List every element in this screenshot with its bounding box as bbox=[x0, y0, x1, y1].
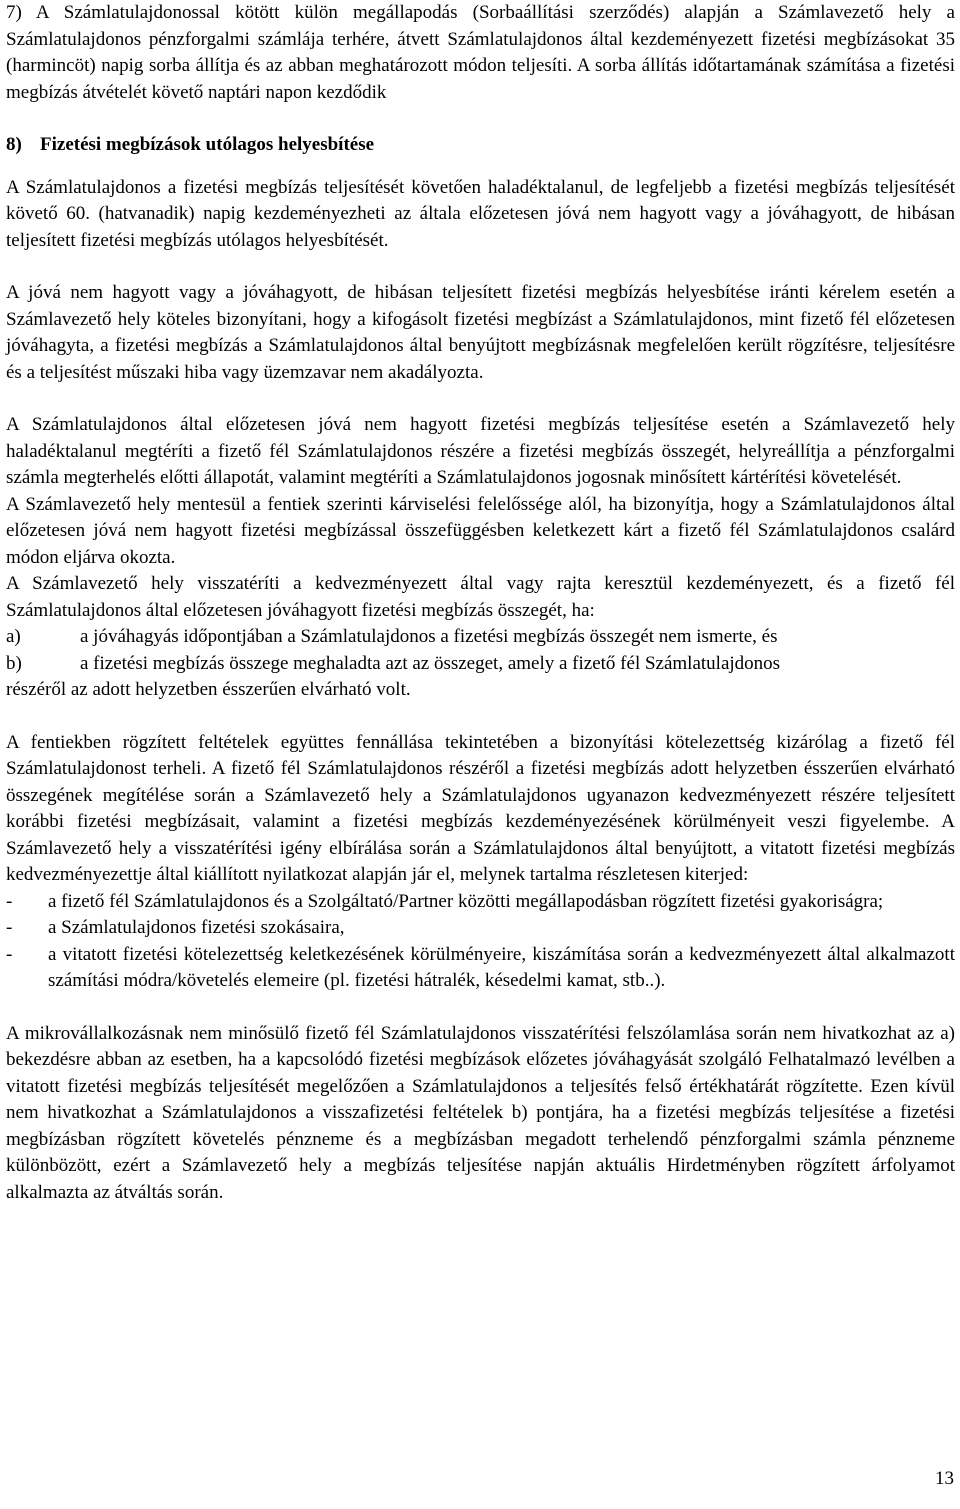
list-text: a fizetési megbízás összege meghaladta azt az összeget, amely a fizető fél Számlatulajdonos bbox=[80, 652, 781, 674]
dash-text: a fizető fél Számlatulajdonos és a Szolgáltató/Partner közötti megállapodásban rögzített fizetési gyakoriságra; bbox=[48, 890, 884, 912]
dash-text: a vitatott fizetési kötelezettség keletkezésének körülményeire, kiszámítása során a kedvezményezett által alkalmazott számítási módra/követelés elemeire (pl. fizetési hátralék, késedelmi kamat, stb..). bbox=[48, 943, 955, 991]
heading-number: 8) bbox=[6, 134, 22, 155]
heading-text: Fizetési megbízások utólagos helyesbítése bbox=[40, 134, 375, 155]
paragraph-8g: A mikrovállalkozásnak nem minősülő fizető fél Számlatulajdonos visszatérítési felszólamlása során nem hivatkozhat az a) bekezdésre abban az esetben, ha a kapcsolódó fizetési megbízások előzetes jóváhagyását szolgáló Felhatalmazó levélben a vitatott fizetési megbízás teljesítését megelőzően a Számlatulajdonos a teljesítés felső értékhatárát rögzítette. Ezen kívül nem hivatkozhat a Számlatulajdonos a visszafizetési feltételek b) pontjára, ha a fizetési megbízás teljesítése a fizetési megbízásban rögzített követelés pénzneme és a megbízásban megadott terhelendő pénzforgalmi számla pénzneme különbözött, ezért a Számlavezető hely a megbízás teljesítése napján aktuális Hirdetményben rögzített árfolyamot alkalmazta az átváltás során. bbox=[6, 1022, 955, 1203]
paragraph-8c: A Számlatulajdonos által előzetesen jóvá nem hagyott fizetési megbízás teljesítése esetén a Számlavezető hely haladéktalanul megtéríti a fizető fél Számlatulajdonos részére a fizetési megbízás összegét, helyreállítja a pénzforgalmi számla megterhelés előtti állapotát, valamint megtéríti a Számlatulajdonos jogosnak minősített kártérítési követelését. bbox=[6, 414, 955, 488]
paragraph-8d: A Számlavezető hely mentesül a fentiek szerinti kárviselési felelőssége alól, ha bizonyítja, hogy a Számlatulajdonos által előzetesen jóvá nem hagyott fizetési megbízással összefüggésben keletkezett kárt a fizető fél Számlatulajdonos csalárd módon eljárva okozta. bbox=[6, 493, 955, 568]
list-item-b bbox=[6, 651, 955, 678]
list-label: a) bbox=[6, 626, 21, 647]
list-item-a bbox=[6, 624, 955, 651]
page-number: 13 bbox=[935, 1468, 954, 1489]
section-heading-8 bbox=[6, 132, 955, 159]
document-page bbox=[6, 0, 955, 1206]
list-item-b-continuation: részéről az adott helyzetben ésszerűen elvárható volt. bbox=[6, 679, 411, 700]
dash-list bbox=[6, 889, 955, 995]
condition-list bbox=[6, 624, 955, 677]
paragraph-8f: A fentiekben rögzített feltételek együttes fennállása tekintetében a bizonyítási kötelezettség kizárólag a fizető fél Számlatulajdonost terheli. A fizető fél Számlatulajdonos részéről a fizetési megbízás adott helyzetben ésszerűen elvárható összegének megítélése során a Számlavezető hely a Számlatulajdonos ugyanazon kedvezményezett részére teljesített korábbi fizetési megbízásait, valamint a fizetési megbízás kezdeményezésének körülményeit veszi figyelembe. A Számlavezető hely a visszatérítési igény elbírálása során a Számlatulajdonos által benyújtott, a vitatott fizetési megbízás kedvezményezettje által kiállított nyilatkozat alapján jár el, melynek tartalma részletesen kiterjed: bbox=[6, 731, 955, 885]
paragraph-8b: A jóvá nem hagyott vagy a jóváhagyott, de hibásan teljesített fizetési megbízás helyesbítése iránti kérelem esetén a Számlavezető hely köteles bizonyítani, hogy a kifogásolt fizetési megbízást a Számlatulajdonos, mint fizető fél előzetesen jóváhagyta, a fizetési megbízás a Számlatulajdonos által benyújtott megbízásnak megfelelően került rögzítésre, teljesítésre és a teljesítést műszaki hiba vagy üzemzavar nem akadályozta. bbox=[6, 282, 955, 383]
paragraph-8a: A Számlatulajdonos a fizetési megbízás teljesítését követően haladéktalanul, de legfeljebb a fizetési megbízás teljesítését követő 60. (hatvanadik) napig kezdeményezheti az általa előzetesen jóvá nem hagyott vagy a jóváhagyott, de hibásan teljesített fizetési megbízás utólagos helyesbítését. bbox=[6, 176, 955, 251]
paragraph-7: 7) A Számlatulajdonossal kötött külön megállapodás (Sorbaállítási szerződés) alapján a Számlavezető hely a Számlatulajdonos pénzforgalmi számlája terhére, átvett Számlatulajdonos által kezdeményezett fizetési megbízásokat 35 (harmincöt) napig sorba állítja és az abban meghatározott módon teljesíti. A sorba állítás időtartamának számítása a fizetési megbízás átvételét követő naptári napon kezdődik bbox=[6, 2, 955, 103]
list-item bbox=[6, 889, 955, 916]
list-item bbox=[6, 942, 955, 995]
dash-label: - bbox=[6, 943, 13, 965]
dash-text: a Számlatulajdonos fizetési szokásaira, bbox=[48, 917, 345, 938]
dash-label: - bbox=[6, 917, 13, 938]
paragraph-8e: A Számlavezető hely visszatéríti a kedvezményezett által vagy rajta keresztül kezdeményezett, és a fizető fél Számlatulajdonos által előzetesen jóváhagyott fizetési megbízás összegét, ha: bbox=[6, 573, 955, 621]
list-text: a jóváhagyás időpontjában a Számlatulajdonos a fizetési megbízás összegét nem ismerte, és bbox=[80, 626, 778, 647]
dash-label: - bbox=[6, 890, 13, 912]
list-item bbox=[6, 915, 955, 942]
list-label: b) bbox=[6, 652, 22, 674]
